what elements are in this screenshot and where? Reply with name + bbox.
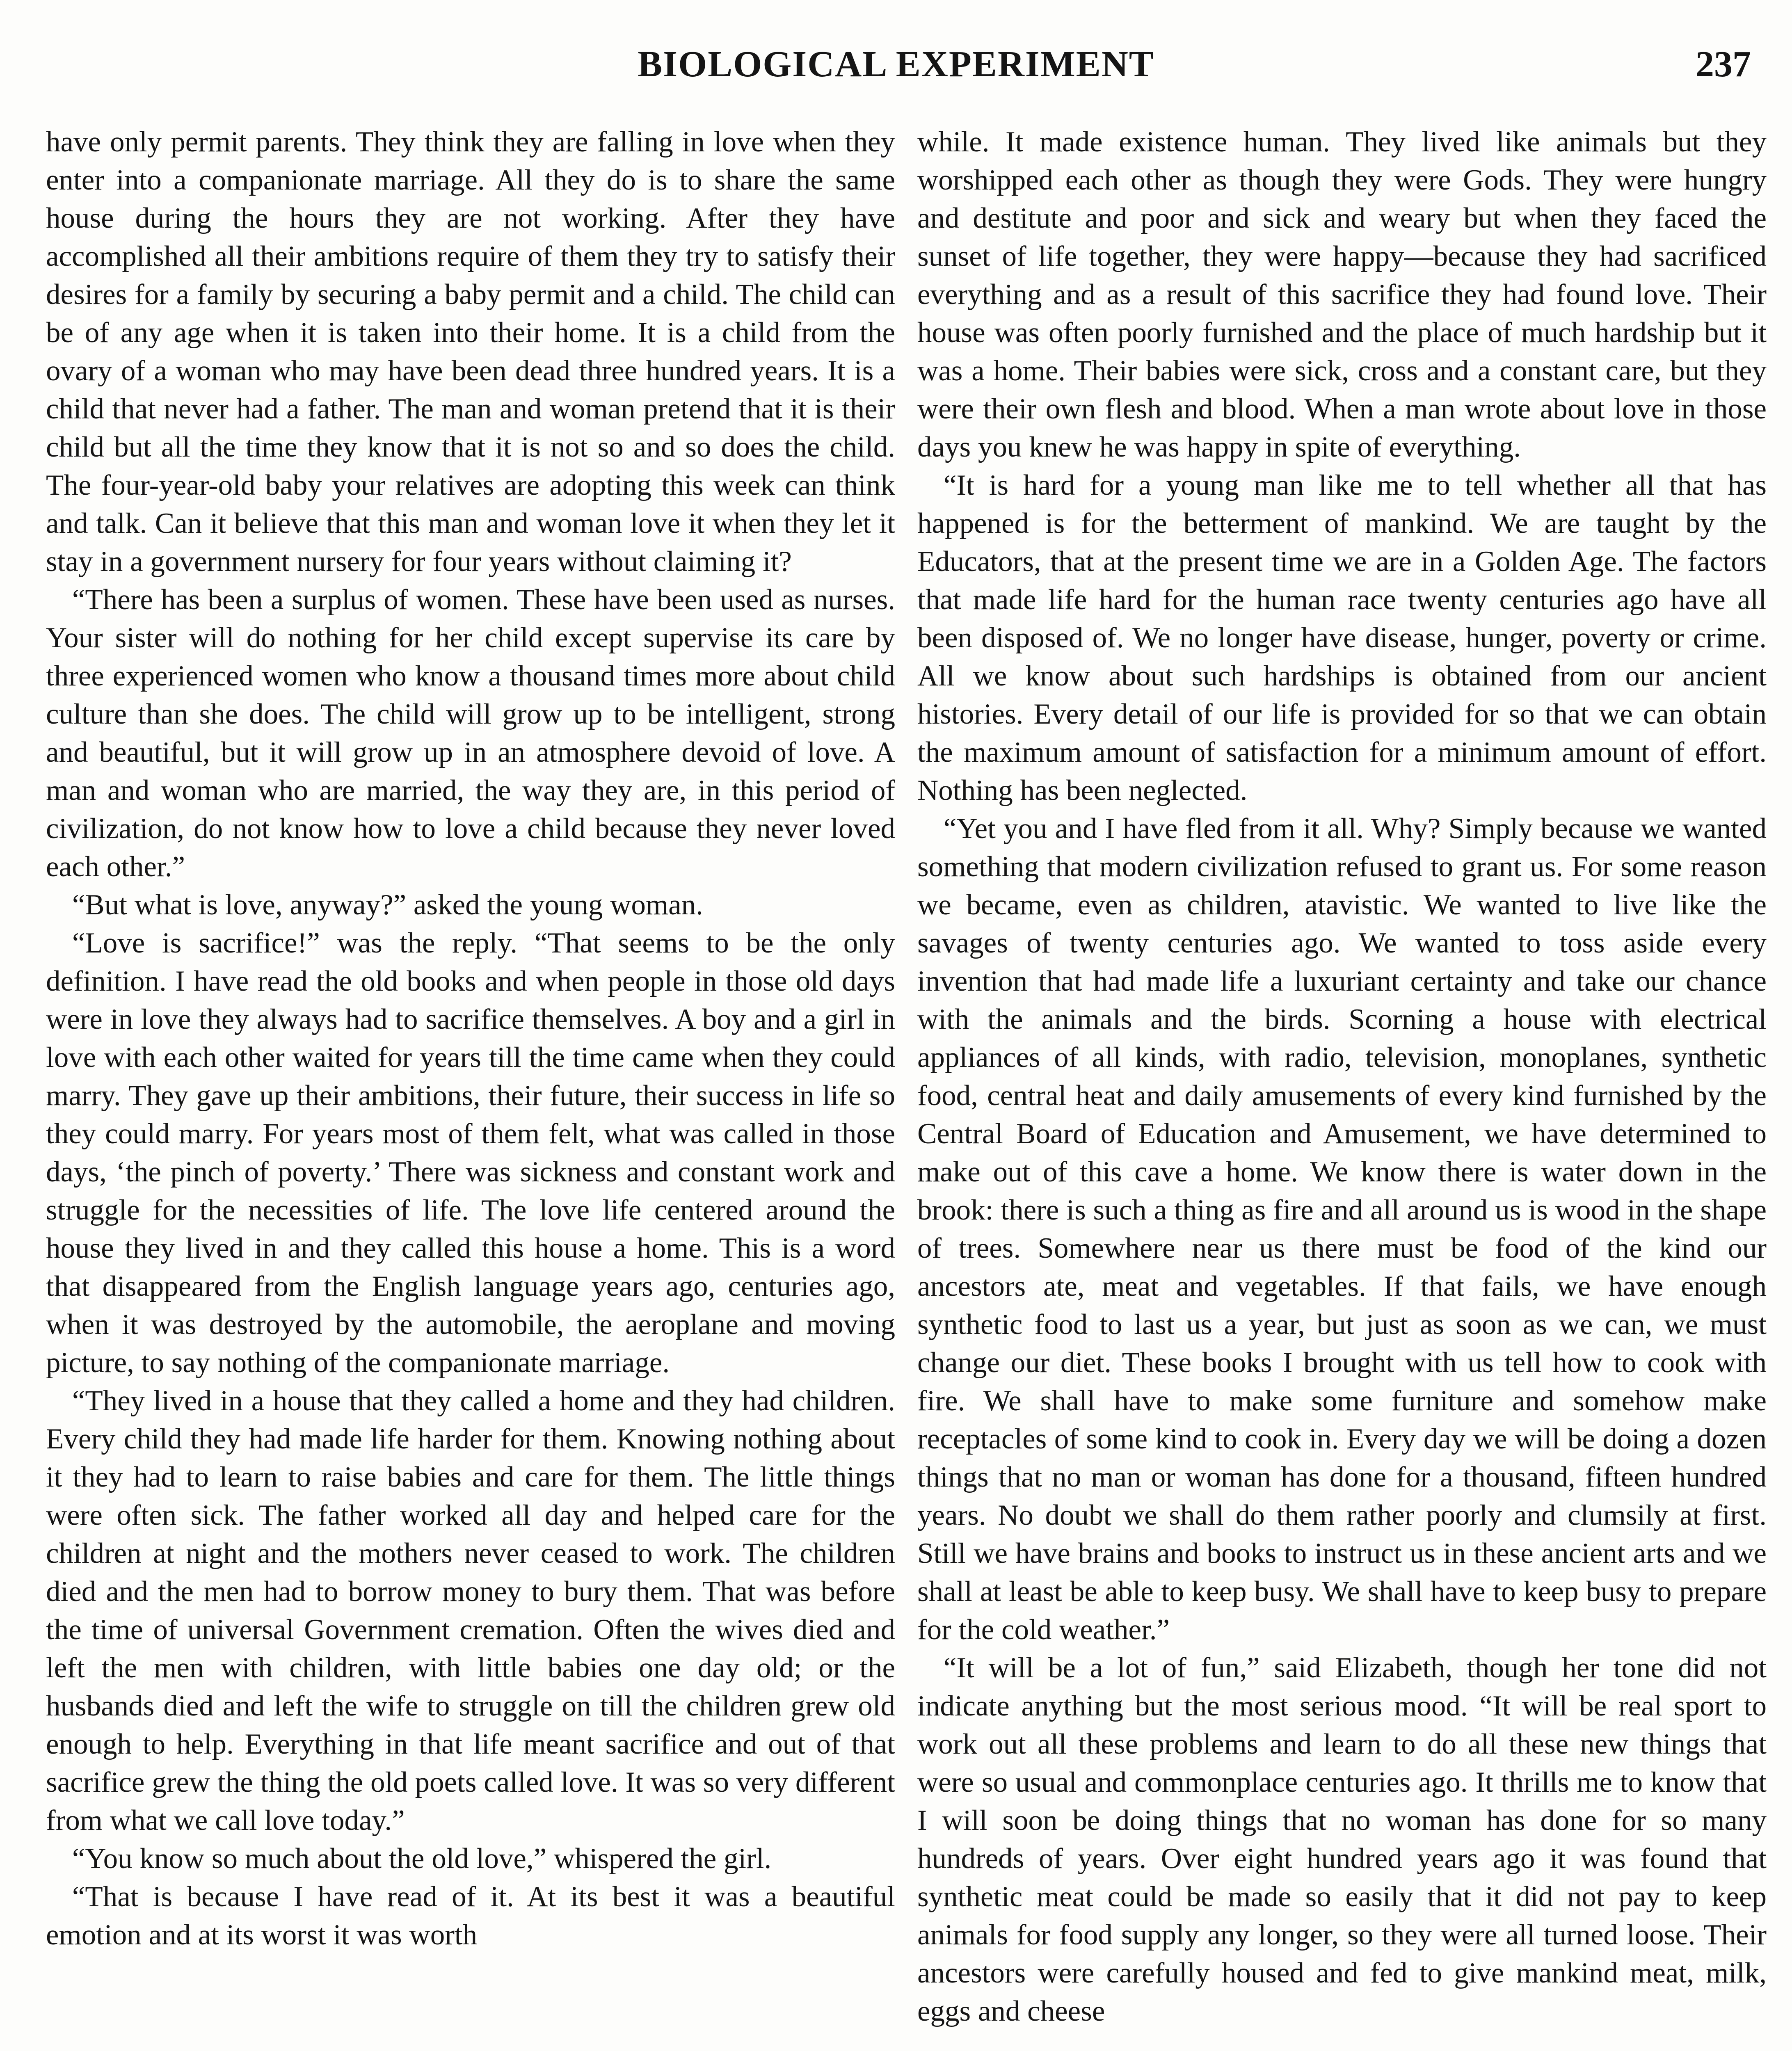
left-text-column	[46, 123, 895, 1954]
paragraph: “That is because I have read of it. At its best it was a beautiful emotion and at its worst it was worth	[46, 1881, 895, 1951]
paragraph: have only permit parents. They think they are falling in love when they enter into a companionate marriage. All they do is to share the same house during the hours they are not working. After they have accomplished all their ambitions require of them they try to satisfy their desires for a family by securing a baby permit and a child. The child can be of any age when it is taken into their home. It is a child from the ovary of a woman who may have been dead three hundred years. It is a child that never had a father. The man and woman pretend that it is their child but all the time they know that it is not so and so does the child. The four-year-old baby your relatives are adopting this week can think and talk. Can it believe that this man and woman love it when they let it stay in a government nursery for four years without claiming it?	[46, 126, 895, 578]
paragraph: while. It made existence human. They lived like animals but they worshipped each other as though they were Gods. They were hungry and destitute and poor and sick and weary but when they faced the sunset of life together, they were happy—because they had sacrificed everything and as a result of this sacrifice they had found love. Their house was often poorly furnished and the place of much hardship but it was a home. Their babies were sick, cross and a constant care, but they were their own flesh and blood. When a man wrote about love in those days you knew he was happy in spite of everything.	[917, 126, 1767, 463]
paragraph: “You know so much about the old love,” whispered the girl.	[72, 1843, 772, 1875]
paragraph: “It is hard for a young man like me to tell whether all that has happened is for the betterment of mankind. We are taught by the Educators, that at the present time we are in a Golden Age. The factors that made life hard for the human race twenty centuries ago have all been disposed of. We no longer have disease, hunger, poverty or crime. All we know about such hardships is obtained from our ancient histories. Every detail of our life is provided for so that we can obtain the maximum amount of satisfaction for a minimum amount of effort. Nothing has been neglected.	[917, 469, 1767, 806]
paragraph: “Love is sacrifice!” was the reply. “That seems to be the only definition. I have read the old books and when people in those old days were in love they always had to sacrifice themselves. A boy and a girl in love with each other waited for years till the time came when they could marry. They gave up their ambitions, their future, their success in life so they could marry. For years most of them felt, what was called in those days, ‘the pinch of poverty.’ There was sickness and constant work and struggle for the necessities of life. The love life centered around the house they lived in and they called this house a home. This is a word that disappeared from the English language years ago, centuries ago, when it was destroyed by the automobile, the aeroplane and moving picture, to say nothing of the companionate marriage.	[46, 927, 895, 1379]
running-title: BIOLOGICAL EXPERIMENT	[638, 44, 1154, 85]
paragraph: “There has been a surplus of women. These have been used as nurses. Your sister will do nothing for her child except supervise its care by three experienced women who know a thousand times more about child culture than she does. The child will grow up to be intelligent, strong and beautiful, but it will grow up in an atmosphere devoid of love. A man and woman who are married, the way they are, in this period of civilization, do not know how to love a child because they never loved each other.”	[46, 584, 895, 883]
paragraph: “It will be a lot of fun,” said Elizabeth, though her tone did not indicate anything but the most serious mood. “It will be real sport to work out all these problems and learn to do all these new things that were so usual and commonplace centuries ago. It thrills me to know that I will soon be doing things that no woman has done for so many hundreds of years. Over eight hundred years ago it was found that synthetic meat could be made so easily that it did not pay to keep animals for food supply any longer, so they were all turned loose. Their ancestors were carefully housed and fed to give mankind meat, milk, eggs and cheese	[917, 1652, 1767, 2027]
right-text-column	[917, 123, 1767, 2030]
page-number: 237	[1696, 44, 1751, 85]
paragraph: “But what is love, anyway?” asked the young woman.	[72, 889, 703, 921]
page-header	[16, 38, 1776, 91]
paragraph: “Yet you and I have fled from it all. Why? Simply because we wanted something that modern civilization refused to grant us. For some reason we became, even as children, atavistic. We wanted to live like the savages of twenty centuries ago. We wanted to toss aside every invention that had made life a luxuriant certainty and take our chance with the animals and the birds. Scorning a house with electrical appliances of all kinds, with radio, television, monoplanes, synthetic food, central heat and daily amusements of every kind furnished by the Central Board of Education and Amusement, we have determined to make out of this cave a home. We know there is water down in the brook: there is such a thing as fire and all around us is wood in the shape of trees. Somewhere near us there must be food of the kind our ancestors ate, meat and vegetables. If that fails, we have enough synthetic food to last us a year, but just as soon as we can, we must change our diet. These books I brought with us tell how to cook with fire. We shall have to make some furniture and somehow make receptacles of some kind to cook in. Every day we will be doing a dozen things that no man or woman has done for a thousand, fifteen hundred years. No doubt we shall do them rather poorly and clumsily at first. Still we have brains and books to instruct us in these ancient arts and we shall at least be able to keep busy. We shall have to keep busy to prepare for the cold weather.”	[917, 813, 1767, 1646]
paragraph: “They lived in a house that they called a home and they had children. Every child they had made life harder for them. Knowing nothing about it they had to learn to raise babies and care for them. The little things were often sick. The father worked all day and helped care for the children at night and the mothers never ceased to work. The children died and the men had to borrow money to bury them. That was before the time of universal Government cremation. Often the wives died and left the men with children, with little babies one day old; or the husbands died and left the wife to struggle on till the children grew old enough to help. Everything in that life meant sacrifice and out of that sacrifice grew the thing the old poets called love. It was so very different from what we call love today.”	[46, 1385, 895, 1836]
